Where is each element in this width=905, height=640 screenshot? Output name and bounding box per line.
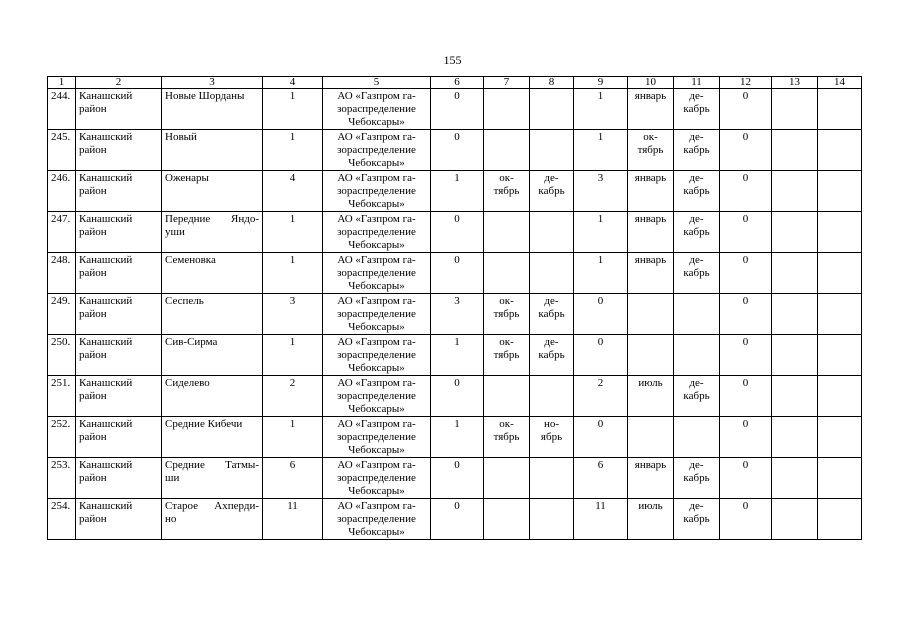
col7-cell: [484, 130, 530, 171]
column-number-4: 4: [263, 77, 323, 89]
col9-cell: 11: [574, 499, 628, 540]
district-cell-line: Канашский: [79, 172, 133, 184]
col13-cell: [772, 294, 818, 335]
district-cell-line: район: [79, 103, 107, 115]
col11-cell-line: де-: [689, 213, 704, 225]
col11-cell-line: кабрь: [683, 226, 710, 238]
col6-cell: 0: [431, 458, 484, 499]
organization-cell: [323, 171, 431, 212]
column-number-9: 9: [574, 77, 628, 89]
settlement-cell: [162, 171, 263, 212]
col10-cell-line: тябрь: [637, 144, 664, 156]
organization-cell-line: Чебоксары»: [348, 239, 405, 251]
col12-cell: 0: [720, 376, 772, 417]
settlement-cell-line: Сив-Сирма: [165, 336, 218, 348]
col9-cell: 3: [574, 171, 628, 212]
col11-cell-line: де-: [689, 131, 704, 143]
district-cell-line: Канашский: [79, 295, 133, 307]
col12-cell: 0: [720, 499, 772, 540]
col10-cell: [628, 499, 674, 540]
col7-cell-line: ок-: [499, 295, 514, 307]
district-cell-line: Канашский: [79, 131, 133, 143]
count-cell: 1: [263, 89, 323, 130]
col7-cell-line: тябрь: [493, 185, 520, 197]
col7-cell: [484, 417, 530, 458]
col11-cell: [674, 171, 720, 212]
district-cell: [76, 458, 162, 499]
col9-cell: 1: [574, 130, 628, 171]
col14-cell: [818, 376, 862, 417]
col11-cell-line: кабрь: [683, 103, 710, 115]
organization-cell-line: АО «Газпром га-: [337, 172, 416, 184]
count-cell: 1: [263, 212, 323, 253]
settlement-cell-line: ши: [165, 472, 180, 484]
col11-cell-line: де-: [689, 254, 704, 266]
col9-cell: 6: [574, 458, 628, 499]
col11-cell: [674, 458, 720, 499]
col8-cell-line: кабрь: [538, 308, 565, 320]
organization-cell-line: зораспределение: [337, 226, 416, 238]
organization-cell-line: Чебоксары»: [348, 362, 405, 374]
col11-cell-line: де-: [689, 500, 704, 512]
col8-cell-line: де-: [544, 295, 559, 307]
col10-cell-line: июль: [638, 500, 663, 512]
district-cell-line: Канашский: [79, 500, 133, 512]
col12-cell: 0: [720, 335, 772, 376]
count-cell: 1: [263, 417, 323, 458]
organization-cell: [323, 458, 431, 499]
col7-cell-line: ок-: [499, 172, 514, 184]
column-number-13: 13: [772, 77, 818, 89]
col6-cell: 3: [431, 294, 484, 335]
column-number-5: 5: [323, 77, 431, 89]
settlement-cell: [162, 253, 263, 294]
col7-cell: [484, 212, 530, 253]
settlement-cell: [162, 212, 263, 253]
col10-cell-line: июль: [638, 377, 663, 389]
row-number: 247.: [48, 212, 76, 253]
district-cell-line: Канашский: [79, 90, 133, 102]
col11-cell: [674, 417, 720, 458]
col13-cell: [772, 89, 818, 130]
row-number: 245.: [48, 130, 76, 171]
col12-cell: 0: [720, 89, 772, 130]
col14-cell: [818, 253, 862, 294]
district-cell-line: район: [79, 390, 107, 402]
district-cell-line: район: [79, 226, 107, 238]
col11-cell-line: кабрь: [683, 267, 710, 279]
organization-cell: [323, 417, 431, 458]
organization-cell-line: Чебоксары»: [348, 485, 405, 497]
col8-cell-line: де-: [544, 172, 559, 184]
settlement-cell: [162, 335, 263, 376]
col13-cell: [772, 130, 818, 171]
col10-cell: [628, 458, 674, 499]
column-number-7: 7: [484, 77, 530, 89]
settlement-cell-line: Сеспель: [165, 295, 204, 307]
organization-cell-line: зораспределение: [337, 390, 416, 402]
organization-cell: [323, 212, 431, 253]
col7-cell-line: ок-: [499, 418, 514, 430]
col8-cell-line: но-: [543, 418, 560, 430]
organization-cell-line: зораспределение: [337, 185, 416, 197]
col9-cell: 2: [574, 376, 628, 417]
settlement-cell-line: Семеновка: [165, 254, 216, 266]
district-cell-line: район: [79, 185, 107, 197]
organization-cell-line: зораспределение: [337, 431, 416, 443]
col10-cell: [628, 89, 674, 130]
organization-cell: [323, 253, 431, 294]
settlement-cell: [162, 458, 263, 499]
settlement-cell: [162, 417, 263, 458]
column-number-1: 1: [48, 77, 76, 89]
table-row: [48, 417, 862, 458]
organization-cell-line: зораспределение: [337, 349, 416, 361]
col7-cell-line: тябрь: [493, 308, 520, 320]
count-cell: 4: [263, 171, 323, 212]
col10-cell-line: январь: [634, 213, 667, 225]
col8-cell: [530, 89, 574, 130]
organization-cell: [323, 130, 431, 171]
col8-cell: [530, 212, 574, 253]
col11-cell-line: кабрь: [683, 144, 710, 156]
col8-cell: [530, 499, 574, 540]
organization-cell: [323, 376, 431, 417]
col14-cell: [818, 130, 862, 171]
col10-cell: [628, 376, 674, 417]
district-cell-line: район: [79, 308, 107, 320]
col8-cell-line: де-: [544, 336, 559, 348]
col7-cell: [484, 89, 530, 130]
column-number-6: 6: [431, 77, 484, 89]
col10-cell: [628, 335, 674, 376]
col10-cell-line: январь: [634, 254, 667, 266]
organization-cell-line: Чебоксары»: [348, 526, 405, 538]
district-cell-line: район: [79, 472, 107, 484]
organization-cell-line: зораспределение: [337, 144, 416, 156]
organization-cell-line: АО «Газпром га-: [337, 418, 416, 430]
col14-cell: [818, 458, 862, 499]
organization-cell-line: АО «Газпром га-: [337, 336, 416, 348]
row-number: 249.: [48, 294, 76, 335]
col14-cell: [818, 212, 862, 253]
organization-cell: [323, 294, 431, 335]
col13-cell: [772, 335, 818, 376]
col14-cell: [818, 294, 862, 335]
col6-cell: 0: [431, 130, 484, 171]
col6-cell: 0: [431, 376, 484, 417]
col8-cell: [530, 253, 574, 294]
district-cell: [76, 294, 162, 335]
col13-cell: [772, 253, 818, 294]
organization-cell-line: АО «Газпром га-: [337, 254, 416, 266]
count-cell: 1: [263, 335, 323, 376]
organization-cell-line: АО «Газпром га-: [337, 213, 416, 225]
col6-cell: 1: [431, 171, 484, 212]
settlement-cell: [162, 130, 263, 171]
table-row: [48, 130, 862, 171]
col11-cell: [674, 89, 720, 130]
row-number: 253.: [48, 458, 76, 499]
col14-cell: [818, 89, 862, 130]
district-cell: [76, 89, 162, 130]
col13-cell: [772, 376, 818, 417]
row-number: 252.: [48, 417, 76, 458]
col7-cell: [484, 335, 530, 376]
settlement-cell-line: Оженары: [165, 172, 209, 184]
col7-cell: [484, 171, 530, 212]
col10-cell-line: январь: [634, 172, 667, 184]
district-cell: [76, 499, 162, 540]
organization-cell-line: Чебоксары»: [348, 198, 405, 210]
district-cell: [76, 376, 162, 417]
organization-cell-line: АО «Газпром га-: [337, 459, 416, 471]
register-table: [47, 76, 862, 540]
col8-cell: [530, 376, 574, 417]
col13-cell: [772, 458, 818, 499]
table-row: [48, 212, 862, 253]
col10-cell: [628, 417, 674, 458]
district-cell: [76, 212, 162, 253]
district-cell-line: район: [79, 267, 107, 279]
count-cell: 11: [263, 499, 323, 540]
organization-cell-line: Чебоксары»: [348, 444, 405, 456]
district-cell-line: район: [79, 144, 107, 156]
table-row: [48, 294, 862, 335]
organization-cell-line: зораспределение: [337, 267, 416, 279]
organization-cell-line: АО «Газпром га-: [337, 295, 416, 307]
col7-cell-line: тябрь: [493, 349, 520, 361]
col9-cell: 1: [574, 253, 628, 294]
col11-cell-line: кабрь: [683, 513, 710, 525]
row-number: 248.: [48, 253, 76, 294]
settlement-cell: [162, 376, 263, 417]
column-number-11: 11: [674, 77, 720, 89]
col10-cell: [628, 212, 674, 253]
col12-cell: 0: [720, 253, 772, 294]
col13-cell: [772, 212, 818, 253]
column-number-12: 12: [720, 77, 772, 89]
col10-cell-line: январь: [634, 459, 667, 471]
settlement-cell-line: но: [165, 513, 177, 525]
count-cell: 3: [263, 294, 323, 335]
col11-cell: [674, 212, 720, 253]
col12-cell: 0: [720, 171, 772, 212]
count-cell: 1: [263, 130, 323, 171]
settlement-cell-line: Новый: [165, 131, 197, 143]
organization-cell: [323, 335, 431, 376]
col7-cell-line: тябрь: [493, 431, 520, 443]
settlement-cell-line: Новые Шорданы: [165, 90, 245, 102]
table-row: [48, 458, 862, 499]
organization-cell-line: зораспределение: [337, 103, 416, 115]
col11-cell: [674, 335, 720, 376]
col14-cell: [818, 171, 862, 212]
district-cell-line: Канашский: [79, 254, 133, 266]
organization-cell-line: АО «Газпром га-: [337, 500, 416, 512]
row-number: 244.: [48, 89, 76, 130]
organization-cell-line: АО «Газпром га-: [337, 377, 416, 389]
settlement-cell: [162, 89, 263, 130]
organization-cell-line: зораспределение: [337, 308, 416, 320]
col11-cell-line: де-: [689, 172, 704, 184]
col10-cell: [628, 253, 674, 294]
table-row: [48, 171, 862, 212]
col12-cell: 0: [720, 294, 772, 335]
col13-cell: [772, 417, 818, 458]
col11-cell: [674, 376, 720, 417]
col8-cell: [530, 130, 574, 171]
column-number-14: 14: [818, 77, 862, 89]
table-body: [48, 89, 862, 540]
table-row: [48, 335, 862, 376]
col10-cell-line: ок-: [643, 131, 658, 143]
col14-cell: [818, 499, 862, 540]
col9-cell: 0: [574, 294, 628, 335]
column-number-3: 3: [162, 77, 263, 89]
district-cell-line: Канашский: [79, 336, 133, 348]
col9-cell: 1: [574, 212, 628, 253]
column-number-2: 2: [76, 77, 162, 89]
settlement-cell-line: уши: [165, 226, 185, 238]
col11-cell: [674, 499, 720, 540]
district-cell-line: район: [79, 349, 107, 361]
table-row: [48, 253, 862, 294]
column-number-8: 8: [530, 77, 574, 89]
col6-cell: 0: [431, 89, 484, 130]
organization-cell-line: Чебоксары»: [348, 321, 405, 333]
settlement-cell: [162, 294, 263, 335]
col6-cell: 1: [431, 335, 484, 376]
col11-cell-line: де-: [689, 459, 704, 471]
col7-cell: [484, 294, 530, 335]
col12-cell: 0: [720, 130, 772, 171]
col13-cell: [772, 171, 818, 212]
row-number: 246.: [48, 171, 76, 212]
district-cell: [76, 253, 162, 294]
settlement-cell-line: Средние Кибечи: [165, 418, 243, 430]
organization-cell: [323, 89, 431, 130]
col10-cell: [628, 130, 674, 171]
col6-cell: 1: [431, 417, 484, 458]
row-number: 250.: [48, 335, 76, 376]
settlement-cell: [162, 499, 263, 540]
organization-cell-line: зораспределение: [337, 513, 416, 525]
settlement-cell-line: Средние Татмы-: [165, 459, 259, 471]
col6-cell: 0: [431, 499, 484, 540]
district-cell-line: Канашский: [79, 213, 133, 225]
col8-cell-line: кабрь: [538, 349, 565, 361]
column-number-row: [48, 77, 862, 89]
col8-cell-line: кабрь: [538, 185, 565, 197]
col13-cell: [772, 499, 818, 540]
page-number: 155: [443, 53, 462, 67]
col9-cell: 1: [574, 89, 628, 130]
organization-cell-line: Чебоксары»: [348, 403, 405, 415]
organization-cell-line: зораспределение: [337, 472, 416, 484]
row-number: 251.: [48, 376, 76, 417]
col8-cell: [530, 294, 574, 335]
col8-cell: [530, 417, 574, 458]
col7-cell: [484, 376, 530, 417]
col10-cell: [628, 171, 674, 212]
district-cell-line: Канашский: [79, 459, 133, 471]
col9-cell: 0: [574, 335, 628, 376]
col12-cell: 0: [720, 458, 772, 499]
col7-cell: [484, 458, 530, 499]
col11-cell-line: кабрь: [683, 185, 710, 197]
organization-cell-line: Чебоксары»: [348, 116, 405, 128]
district-cell: [76, 130, 162, 171]
settlement-cell-line: Передние Яндо-: [165, 213, 259, 225]
column-number-10: 10: [628, 77, 674, 89]
col8-cell-line: ябрь: [540, 431, 563, 443]
col12-cell: 0: [720, 212, 772, 253]
table-row: [48, 89, 862, 130]
col11-cell: [674, 253, 720, 294]
district-cell: [76, 171, 162, 212]
settlement-cell-line: Сиделево: [165, 377, 210, 389]
col10-cell-line: январь: [634, 90, 667, 102]
col7-cell: [484, 499, 530, 540]
col7-cell: [484, 253, 530, 294]
organization-cell-line: Чебоксары»: [348, 280, 405, 292]
district-cell-line: район: [79, 431, 107, 443]
col11-cell-line: де-: [689, 377, 704, 389]
district-cell-line: район: [79, 513, 107, 525]
col11-cell-line: кабрь: [683, 390, 710, 402]
col14-cell: [818, 417, 862, 458]
organization-cell-line: АО «Газпром га-: [337, 131, 416, 143]
district-cell: [76, 335, 162, 376]
col6-cell: 0: [431, 212, 484, 253]
table-row: [48, 499, 862, 540]
col11-cell: [674, 294, 720, 335]
district-cell-line: Канашский: [79, 418, 133, 430]
col9-cell: 0: [574, 417, 628, 458]
count-cell: 2: [263, 376, 323, 417]
settlement-cell-line: Старое Ахперди-: [165, 500, 259, 512]
organization-cell-line: АО «Газпром га-: [337, 90, 416, 102]
organization-cell-line: Чебоксары»: [348, 157, 405, 169]
col8-cell: [530, 171, 574, 212]
col7-cell-line: ок-: [499, 336, 514, 348]
col12-cell: 0: [720, 417, 772, 458]
district-cell-line: Канашский: [79, 377, 133, 389]
col11-cell: [674, 130, 720, 171]
col14-cell: [818, 335, 862, 376]
count-cell: 1: [263, 253, 323, 294]
count-cell: 6: [263, 458, 323, 499]
col10-cell: [628, 294, 674, 335]
col11-cell-line: кабрь: [683, 472, 710, 484]
col6-cell: 0: [431, 253, 484, 294]
row-number: 254.: [48, 499, 76, 540]
col8-cell: [530, 458, 574, 499]
col8-cell: [530, 335, 574, 376]
table-row: [48, 376, 862, 417]
col11-cell-line: де-: [689, 90, 704, 102]
district-cell: [76, 417, 162, 458]
organization-cell: [323, 499, 431, 540]
